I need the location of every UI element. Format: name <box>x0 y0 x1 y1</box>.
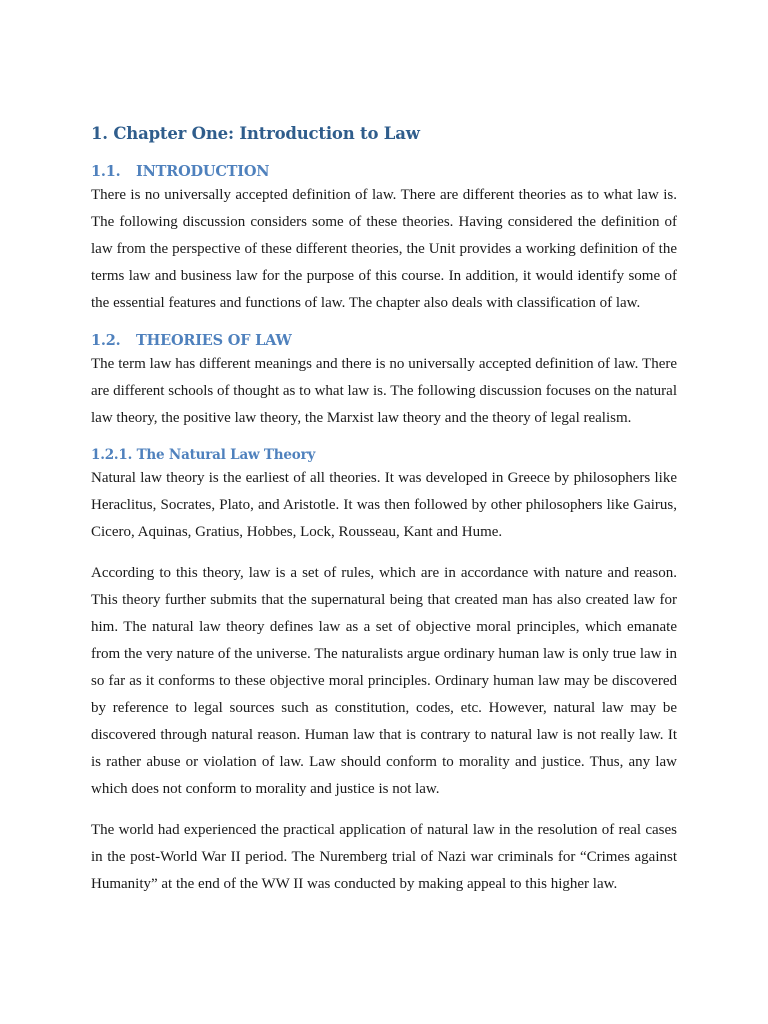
section-title: THEORIES OF LAW <box>136 332 292 349</box>
paragraph-natural-law-origins: Natural law theory is the earliest of all theories. It was developed in Greece by philosophers like Heraclitus, Socrates, Plato, and Aristotle. It was then followed by other philosophers like Gairus, Cicero, Aquinas, Gratius, Hobbes, Lock, Rousseau, Kant and Hume. <box>91 470 677 540</box>
section-number: 1.1. <box>91 163 121 180</box>
paragraph-introduction: There is no universally accepted definition of law. There are different theories as to what law is. The following discussion considers some of these theories. Having considered the definition of law from the perspective of these different theories, the Unit provides a working definition of the terms law and business law for the purpose of this course. In addition, it would identify some of the essential features and functions of law. The chapter also deals with classification of law. <box>91 187 677 311</box>
section-number: 1.2. <box>91 332 121 349</box>
paragraph-theories-of-law: The term law has different meanings and there is no universally accepted definition of law. There are different schools of thought as to what law is. The following discussion focuses on the natural law theory, the positive law theory, the Marxist law theory and the theory of legal realism. <box>91 356 677 426</box>
document-content <box>91 123 677 898</box>
paragraph-natural-law-definition: According to this theory, law is a set of rules, which are in accordance with nature and reason. This theory further submits that the supernatural being that created man has also created law for him. The natural law theory defines law as a set of objective moral principles, which emanate from the very nature of the universe. The naturalists argue ordinary human law is only true law in so far as it conforms to these objective moral principles. Ordinary human law may be discovered by reference to legal sources such as constitution, codes, etc. However, natural law may be discovered through natural reason. Human law that is contrary to natural law is not really law. It is rather abuse or violation of law. Law should conform to morality and justice. Thus, any law which does not conform to morality and justice is not law. <box>91 565 677 797</box>
chapter-title: 1. Chapter One: Introduction to Law <box>91 124 420 143</box>
section-heading-theories-of-law <box>91 331 677 351</box>
subsection-heading-natural-law-theory: 1.2.1. The Natural Law Theory <box>91 447 316 463</box>
section-heading-introduction <box>91 162 677 182</box>
section-title: INTRODUCTION <box>136 163 270 180</box>
paragraph-natural-law-application: The world had experienced the practical application of natural law in the resolution of real cases in the post-World War II period. The Nuremberg trial of Nazi war criminals for “Crimes against Humanity” at the end of the WW II was conducted by making appeal to this higher law. <box>91 822 677 892</box>
